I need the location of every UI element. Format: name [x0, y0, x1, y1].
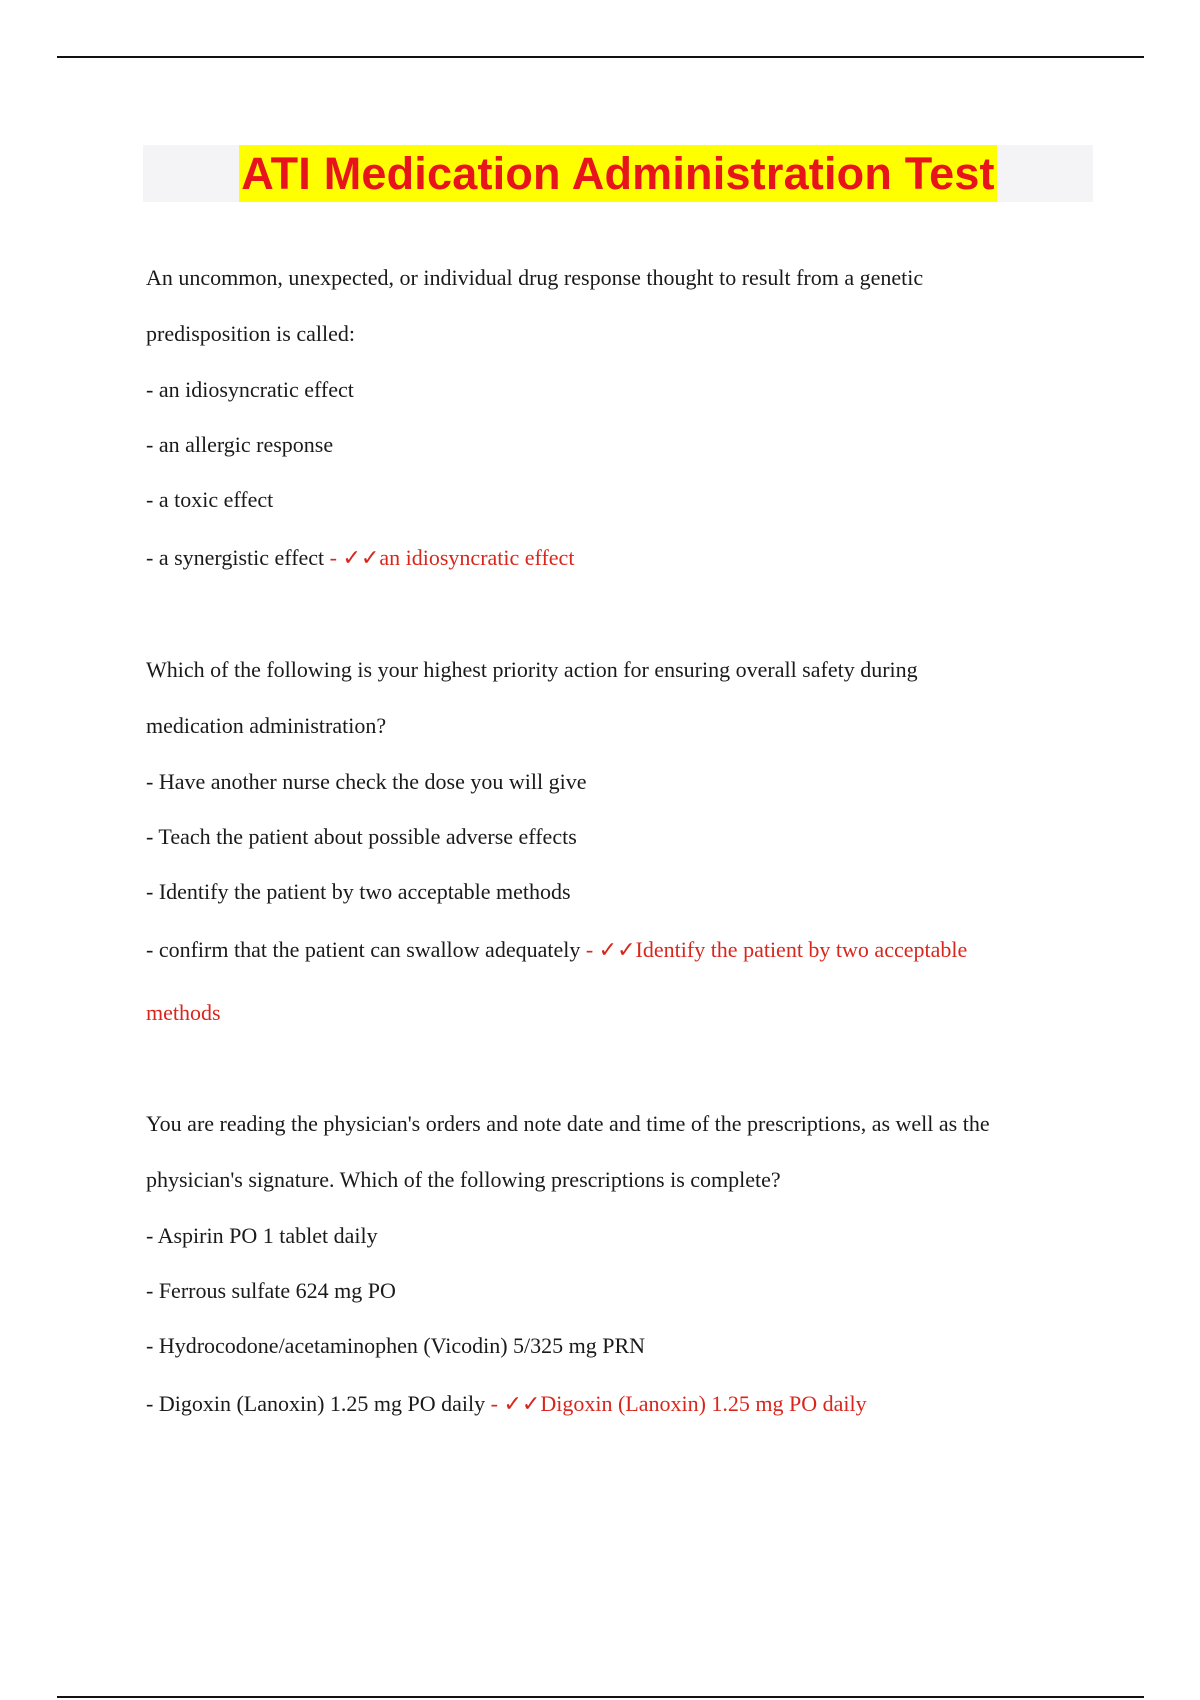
- answer-option: - Aspirin PO 1 tablet daily: [146, 1223, 378, 1248]
- check-mark-icon: ✓✓: [598, 938, 636, 963]
- answer-option: - a toxic effect: [146, 487, 274, 512]
- answer-option: - Have another nurse check the dose you will give: [146, 769, 587, 794]
- title-band: [143, 145, 1093, 202]
- spacer: [146, 1044, 1106, 1096]
- question-stem: You are reading the physician's orders and note date and time of the prescriptions, as well as the: [146, 1111, 990, 1136]
- answer-separator: -: [580, 937, 599, 962]
- correct-answer: Digoxin (Lanoxin) 1.25 mg PO daily: [540, 1391, 867, 1416]
- answer-option: - Teach the patient about possible adverse effects: [146, 824, 577, 849]
- question-stem: An uncommon, unexpected, or individual drug response thought to result from a genetic: [146, 265, 924, 290]
- answer-option: - Ferrous sulfate 624 mg PO: [146, 1278, 396, 1303]
- check-mark-icon: ✓✓: [503, 1392, 541, 1417]
- answer-option-with-key: [146, 527, 1106, 590]
- document-body: [146, 250, 1106, 1436]
- question-stem: medication administration?: [146, 713, 387, 738]
- answer-option: - confirm that the patient can swallow adequately: [146, 937, 581, 962]
- spacer: [146, 590, 1106, 642]
- question-3: [146, 1096, 1106, 1436]
- answer-option-with-key: [146, 919, 1106, 982]
- question-1: [146, 250, 1106, 590]
- correct-answer: an idiosyncratic effect: [379, 545, 575, 570]
- document-title: ATI Medication Administration Test: [239, 145, 997, 202]
- answer-separator: -: [324, 545, 343, 570]
- answer-option: - Identify the patient by two acceptable methods: [146, 879, 571, 904]
- question-stem: physician's signature. Which of the following prescriptions is complete?: [146, 1167, 781, 1192]
- top-rule: [57, 56, 1144, 58]
- correct-answer-continued: methods: [146, 1000, 221, 1025]
- answer-option: - an allergic response: [146, 432, 334, 457]
- answer-option: - Digoxin (Lanoxin) 1.25 mg PO daily: [146, 1391, 486, 1416]
- bottom-rule: [57, 1696, 1144, 1698]
- answer-option: - Hydrocodone/acetaminophen (Vicodin) 5/325 mg PRN: [146, 1333, 646, 1358]
- answer-separator: -: [485, 1391, 504, 1416]
- answer-option-with-key: [146, 1373, 1106, 1436]
- check-mark-icon: ✓✓: [342, 546, 380, 571]
- question-stem: predisposition is called:: [146, 321, 355, 346]
- answer-option: - a synergistic effect: [146, 545, 325, 570]
- question-stem: Which of the following is your highest priority action for ensuring overall safety during: [146, 657, 918, 682]
- correct-answer: Identify the patient by two acceptable: [635, 937, 968, 962]
- answer-option: - an idiosyncratic effect: [146, 377, 354, 402]
- question-2: [146, 642, 1106, 1044]
